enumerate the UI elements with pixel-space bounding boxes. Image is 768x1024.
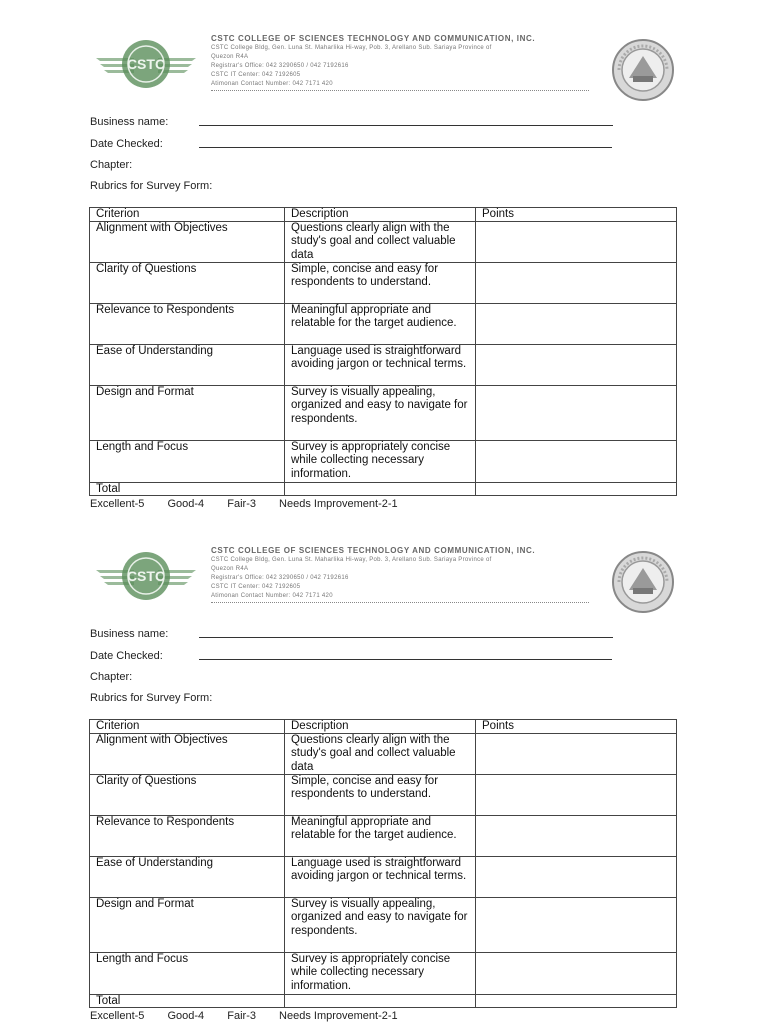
total-label: Total	[90, 995, 285, 1008]
header-criterion: Criterion	[90, 208, 285, 222]
cstc-logo-icon	[94, 36, 198, 92]
description-cell: Language used is straightforward avoiding jargon or technical terms.	[285, 857, 476, 898]
table-total-row	[90, 995, 677, 1008]
scale-needs-improvement: Needs Improvement-2-1	[279, 1010, 398, 1022]
rubric-table	[89, 719, 677, 1008]
table-row	[90, 345, 677, 386]
date-checked-field[interactable]	[199, 659, 612, 660]
cstc-logo-icon	[94, 548, 198, 604]
description-cell: Survey is appropriately concise while collecting necessary information.	[285, 441, 476, 483]
date-checked-label: Date Checked:	[90, 650, 163, 662]
rubrics-title: Rubrics for Survey Form:	[90, 692, 213, 704]
points-cell[interactable]	[476, 263, 677, 304]
table-row	[90, 304, 677, 345]
scale-excellent: Excellent-5	[90, 498, 145, 510]
chapter-label: Chapter:	[90, 671, 133, 683]
description-cell: Survey is visually appealing, organized and easy to navigate for respondents.	[285, 898, 476, 953]
description-cell: Meaningful appropriate and relatable for the target audience.	[285, 304, 476, 345]
table-row	[90, 898, 677, 953]
points-cell[interactable]	[476, 857, 677, 898]
points-cell[interactable]	[476, 222, 677, 263]
institution-name: CSTC COLLEGE OF SCIENCES TECHNOLOGY AND COMMUNICATION, INC.	[211, 34, 536, 43]
points-cell[interactable]	[476, 304, 677, 345]
letterhead	[211, 545, 591, 603]
registrar-line: Registrar's Office: 042 3290650 / 042 7192616	[211, 575, 349, 581]
criterion-cell: Length and Focus	[90, 441, 285, 483]
rubrics-title: Rubrics for Survey Form:	[90, 180, 213, 192]
points-cell[interactable]	[476, 953, 677, 995]
total-description-cell	[285, 995, 476, 1008]
scale-fair: Fair-3	[227, 498, 256, 510]
scale-excellent: Excellent-5	[90, 1010, 145, 1022]
criterion-cell: Design and Format	[90, 898, 285, 953]
rubric-form-2	[0, 512, 768, 1024]
table-row	[90, 816, 677, 857]
table-row	[90, 263, 677, 304]
criterion-cell: Alignment with Objectives	[90, 222, 285, 263]
table-row	[90, 734, 677, 775]
header-points: Points	[476, 720, 677, 734]
it-center-line: CSTC IT Center: 042 7192605	[211, 72, 301, 78]
institution-name: CSTC COLLEGE OF SCIENCES TECHNOLOGY AND COMMUNICATION, INC.	[211, 546, 536, 555]
points-cell[interactable]	[476, 386, 677, 441]
svg-text:CSTC: CSTC	[126, 568, 166, 584]
table-row	[90, 857, 677, 898]
total-description-cell	[285, 483, 476, 496]
points-cell[interactable]	[476, 898, 677, 953]
description-cell: Questions clearly align with the study's goal and collect valuable data	[285, 222, 476, 263]
criterion-cell: Ease of Understanding	[90, 857, 285, 898]
points-cell[interactable]	[476, 775, 677, 816]
total-points-cell[interactable]	[476, 483, 677, 496]
address-line: CSTC College Bldg, Gen. Luna St. Maharlika Hi-way, Pob. 3, Arellano Sub. Sariaya Province of	[211, 45, 492, 51]
business-name-label: Business name:	[90, 116, 169, 128]
school-seal-icon	[611, 550, 675, 614]
school-seal-icon	[611, 38, 675, 102]
date-checked-field[interactable]	[199, 147, 612, 148]
criterion-cell: Length and Focus	[90, 953, 285, 995]
description-cell: Simple, concise and easy for respondents to understand.	[285, 775, 476, 816]
table-row	[90, 441, 677, 483]
criterion-cell: Alignment with Objectives	[90, 734, 285, 775]
business-name-field[interactable]	[199, 637, 613, 638]
rating-scale	[90, 1010, 418, 1022]
points-cell[interactable]	[476, 816, 677, 857]
business-name-label: Business name:	[90, 628, 169, 640]
points-cell[interactable]	[476, 734, 677, 775]
date-checked-label: Date Checked:	[90, 138, 163, 150]
total-points-cell[interactable]	[476, 995, 677, 1008]
total-label: Total	[90, 483, 285, 496]
criterion-cell: Clarity of Questions	[90, 775, 285, 816]
header-description: Description	[285, 208, 476, 222]
description-cell: Simple, concise and easy for respondents to understand.	[285, 263, 476, 304]
description-cell: Survey is appropriately concise while collecting necessary information.	[285, 953, 476, 995]
table-row	[90, 953, 677, 995]
table-header-row	[90, 720, 677, 734]
scale-needs-improvement: Needs Improvement-2-1	[279, 498, 398, 510]
region-line: Quezon R4A	[211, 566, 249, 572]
registrar-line: Registrar's Office: 042 3290650 / 042 7192616	[211, 63, 349, 69]
criterion-cell: Relevance to Respondents	[90, 816, 285, 857]
rating-scale	[90, 498, 418, 510]
table-row	[90, 386, 677, 441]
table-header-row	[90, 208, 677, 222]
description-cell: Meaningful appropriate and relatable for the target audience.	[285, 816, 476, 857]
it-center-line: CSTC IT Center: 042 7192605	[211, 584, 301, 590]
atimonan-line: Atimonan Contact Number: 042 7171 420	[211, 81, 333, 87]
table-total-row	[90, 483, 677, 496]
dotted-divider	[211, 90, 589, 91]
table-row	[90, 222, 677, 263]
address-line: CSTC College Bldg, Gen. Luna St. Maharlika Hi-way, Pob. 3, Arellano Sub. Sariaya Province of	[211, 557, 492, 563]
scale-good: Good-4	[167, 1010, 205, 1022]
criterion-cell: Ease of Understanding	[90, 345, 285, 386]
criterion-cell: Relevance to Respondents	[90, 304, 285, 345]
rubric-table	[89, 207, 677, 496]
points-cell[interactable]	[476, 441, 677, 483]
criterion-cell: Design and Format	[90, 386, 285, 441]
description-cell: Survey is visually appealing, organized and easy to navigate for respondents.	[285, 386, 476, 441]
header-points: Points	[476, 208, 677, 222]
atimonan-line: Atimonan Contact Number: 042 7171 420	[211, 593, 333, 599]
svg-text:CSTC: CSTC	[126, 56, 166, 72]
criterion-cell: Clarity of Questions	[90, 263, 285, 304]
chapter-label: Chapter:	[90, 159, 133, 171]
scale-fair: Fair-3	[227, 1010, 256, 1022]
letterhead	[211, 33, 591, 91]
description-cell: Questions clearly align with the study's goal and collect valuable data	[285, 734, 476, 775]
business-name-field[interactable]	[199, 125, 613, 126]
table-row	[90, 775, 677, 816]
points-cell[interactable]	[476, 345, 677, 386]
header-description: Description	[285, 720, 476, 734]
dotted-divider	[211, 602, 589, 603]
description-cell: Language used is straightforward avoiding jargon or technical terms.	[285, 345, 476, 386]
region-line: Quezon R4A	[211, 54, 249, 60]
header-criterion: Criterion	[90, 720, 285, 734]
scale-good: Good-4	[167, 498, 205, 510]
